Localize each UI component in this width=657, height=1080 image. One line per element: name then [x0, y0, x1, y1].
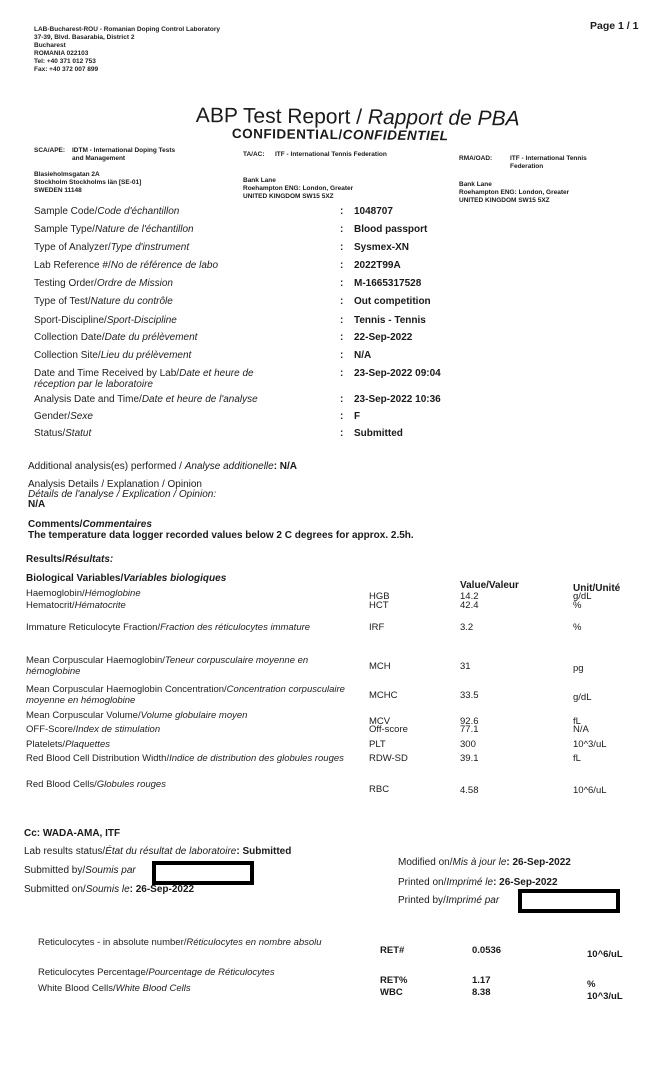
result-value: 33.5: [460, 690, 479, 701]
result-name-en: Mean Corpuscular Volume/: [26, 710, 141, 721]
info-value: Tennis - Tennis: [354, 315, 426, 326]
info-value: Sysmex-XN: [354, 242, 410, 253]
result-name-en: Hematocrit/: [26, 600, 75, 611]
result-name-fr: Hémoglobine: [84, 588, 141, 599]
reticulocyte-abbr: WBC: [380, 987, 403, 998]
redaction-box-submitter: [152, 861, 254, 885]
additional-label-en: Additional analysis(es) performed /: [28, 461, 185, 472]
printed-by-label-en: Printed by/: [398, 895, 446, 906]
submitted-on: [24, 884, 194, 895]
lab-name: LAB-Bucharest-ROU - Romanian Doping Control Laboratory: [34, 26, 220, 33]
result-value: 42.4: [460, 600, 479, 611]
result-abbr: RBC: [369, 784, 390, 795]
result-abbr: MCH: [369, 661, 391, 672]
result-abbr: PLT: [369, 739, 386, 750]
title-en: ABP Test Report /: [195, 104, 368, 129]
reticulocyte-value: 8.38: [472, 987, 491, 998]
result-value: 92.6: [460, 716, 479, 727]
info-label-fr: Lieu du prélèvement: [100, 350, 192, 361]
result-abbr: MCHC: [369, 690, 398, 701]
reticulocyte-unit: %: [587, 979, 596, 990]
reticulocyte-name-fr: Pourcentage de Réticulocytes: [148, 967, 275, 978]
bio-label-en: Biological Variables/: [26, 573, 124, 584]
submitted-on-label-fr: Soumis le: [85, 884, 130, 895]
info-label-en: Gender/: [34, 411, 71, 422]
result-abbr: HGB: [369, 591, 390, 602]
bio-label-fr: Variables biologiques: [123, 573, 227, 584]
confidential-fr: CONFIDENTIEL: [342, 127, 449, 144]
result-name: [26, 601, 356, 612]
result-name-en: OFF-Score/: [26, 724, 76, 735]
value-column-header: Value/Valeur: [460, 580, 519, 591]
result-value: 300: [460, 739, 476, 750]
reticulocyte-unit: 10^6/uL: [587, 949, 623, 960]
sca-address-line2: Stockholm Stockholms län [SE-01]: [34, 179, 142, 186]
info-label: [34, 411, 294, 422]
info-label: [34, 296, 294, 307]
info-label: [34, 394, 294, 405]
info-colon: :: [340, 224, 344, 235]
sca-address: [34, 171, 141, 195]
results-label-en: Results/: [26, 554, 65, 565]
ta-address-line2: Roehampton ENG: London, Greater: [243, 185, 354, 192]
result-unit: %: [573, 600, 582, 611]
info-label: [34, 224, 294, 235]
info-colon: :: [340, 296, 344, 307]
sca-address-line1: Blasieholmsgatan 2A: [34, 171, 100, 178]
lab-header: [34, 26, 220, 74]
result-name-fr: Fraction des réticulocytes immature: [160, 622, 311, 633]
result-name: [26, 754, 356, 765]
result-name: [26, 725, 356, 736]
printed-on: [398, 877, 558, 888]
result-name-fr: Plaquettes: [65, 739, 110, 750]
result-unit: g/dL: [573, 591, 592, 602]
reticulocyte-unit: 10^3/uL: [587, 991, 623, 1002]
info-label-en: Collection Date/: [34, 332, 105, 343]
info-label-fr: Nature du contrôle: [90, 296, 173, 307]
info-label: [34, 278, 294, 289]
info-label: [34, 332, 294, 343]
info-label: [34, 428, 294, 439]
result-abbr: HCT: [369, 600, 389, 611]
ta-label: TA/AC:: [243, 151, 265, 158]
bio-variables-label: [26, 573, 226, 584]
comments-label: [28, 519, 152, 530]
info-colon: :: [340, 428, 344, 439]
modified-label-fr: Mis à jour le: [452, 857, 507, 868]
result-unit: 10^6/uL: [573, 785, 607, 796]
info-label: [34, 206, 294, 217]
additional-value: : N/A: [273, 461, 298, 472]
info-label-fr: Date et heure de réception par le laboratoire: [34, 368, 254, 390]
info-label-fr: No de référence de labo: [110, 260, 219, 271]
cc-line: Cc: WADA-AMA, ITF: [24, 828, 121, 839]
printed-on-label-en: Printed on/: [398, 877, 447, 888]
ta-address: [243, 177, 353, 201]
reticulocyte-name: [38, 938, 358, 949]
info-label-en: Analysis Date and Time/: [34, 394, 142, 405]
result-name-fr: Volume globulaire moyen: [140, 710, 248, 721]
title-fr: Rapport de PBA: [367, 105, 520, 131]
printed-on-value: : 26-Sep-2022: [493, 877, 558, 888]
info-value: N/A: [354, 350, 372, 361]
rma-address-line2: Roehampton ENG: London, Greater: [459, 189, 570, 196]
reticulocyte-name-fr: Réticulocytes en nombre absolu: [186, 937, 322, 948]
info-colon: :: [340, 368, 344, 379]
result-name-en: Platelets/: [26, 739, 66, 750]
result-unit: fL: [573, 716, 581, 727]
info-value: Out competition: [354, 296, 431, 307]
submitted-on-value: : 26-Sep-2022: [129, 884, 195, 895]
submitted-by-label-en: Submitted by/: [24, 865, 86, 876]
analysis-details-value: N/A: [28, 499, 46, 510]
info-colon: :: [340, 260, 344, 271]
info-label: [34, 260, 294, 271]
sca-name-line2: and Management: [72, 155, 126, 162]
lab-city: Bucharest: [34, 42, 66, 49]
info-value: 1048707: [354, 206, 393, 217]
printed-by: [398, 895, 499, 906]
result-name-en: Mean Corpuscular Haemoglobin/: [26, 655, 165, 666]
info-value: 23-Sep-2022 10:36: [354, 394, 441, 405]
ta-address-line1: Bank Lane: [243, 177, 276, 184]
info-colon: :: [340, 394, 344, 405]
result-abbr: IRF: [369, 622, 385, 633]
reticulocyte-name: [38, 984, 358, 995]
info-value: 23-Sep-2022 09:04: [354, 368, 441, 379]
result-name: [26, 623, 356, 634]
rma-address-line3: UNITED KINGDOM SW15 5XZ: [459, 197, 550, 204]
result-value: 39.1: [460, 753, 479, 764]
info-label-en: Sample Type/: [34, 224, 95, 235]
result-name: [26, 740, 356, 751]
reticulocyte-value: 0.0536: [472, 945, 502, 956]
result-unit: pg: [573, 663, 584, 674]
result-unit: N/A: [573, 724, 589, 735]
reticulocyte-name-en: Reticulocytes - in absolute number/: [38, 937, 187, 948]
reticulocyte-abbr: RET%: [380, 975, 408, 986]
info-value: 2022T99A: [354, 260, 401, 271]
result-unit: fL: [573, 753, 581, 764]
info-label-en: Type of Analyzer/: [34, 242, 111, 253]
analysis-details-en: Analysis Details / Explanation / Opinion: [28, 479, 202, 490]
result-name-en: Red Blood Cell Distribution Width/: [26, 753, 170, 764]
reticulocyte-name-en: White Blood Cells/: [38, 983, 116, 994]
lab-status: [24, 846, 291, 857]
page-number: Page 1 / 1: [590, 20, 639, 32]
info-label-fr: Sexe: [70, 411, 93, 422]
lab-status-value: : Submitted: [236, 846, 292, 857]
info-label-fr: Nature de l'échantillon: [94, 224, 194, 235]
sca-name-line1: IDTM - International Doping Tests: [72, 147, 176, 154]
rma-address: [459, 181, 569, 205]
info-label-fr: Type d'instrument: [110, 242, 190, 253]
result-unit: %: [573, 622, 582, 633]
rma-address-line1: Bank Lane: [459, 181, 492, 188]
info-label: [34, 242, 294, 253]
info-label-fr: Sport-Discipline: [106, 315, 177, 326]
info-label-en: Sport-Discipline/: [34, 315, 107, 326]
results-label: [26, 554, 113, 565]
info-label-en: Lab Reference #/: [34, 260, 111, 271]
rma-label: RMA/OAD:: [459, 155, 493, 162]
confidential-en: CONFIDENTIAL/: [231, 126, 343, 143]
unit-column-header: Unit/Unité: [573, 583, 621, 594]
lab-status-label-fr: État du résultat de laboratoire: [105, 846, 237, 857]
info-label: [34, 315, 294, 326]
modified-value: : 26-Sep-2022: [506, 857, 571, 868]
reticulocyte-name-en: Reticulocytes Percentage/: [38, 967, 149, 978]
lab-country: ROMANIA 022103: [34, 50, 89, 57]
result-name-fr: Hématocrite: [74, 600, 126, 611]
result-value: 77.1: [460, 724, 479, 735]
result-value: 31: [460, 661, 471, 672]
result-abbr: MCV: [369, 716, 391, 727]
lab-status-label-en: Lab results status/: [24, 846, 106, 857]
confidential-label: [232, 126, 449, 143]
info-value: Submitted: [354, 428, 403, 439]
result-name: [26, 711, 356, 722]
ta-address-line3: UNITED KINGDOM SW15 5XZ: [243, 193, 334, 200]
info-colon: :: [340, 332, 344, 343]
result-name-fr: Globules rouges: [96, 779, 166, 790]
info-label-en: Sample Code/: [34, 206, 98, 217]
result-name-fr: Index de stimulation: [75, 724, 161, 735]
sca-label: SCA/APE:: [34, 147, 66, 154]
info-colon: :: [340, 411, 344, 422]
info-value: F: [354, 411, 361, 422]
info-label-en: Collection Site/: [34, 350, 101, 361]
additional-label-fr: Analyse additionelle: [184, 461, 274, 472]
info-value: Blood passport: [354, 224, 428, 235]
info-colon: :: [340, 242, 344, 253]
result-name-en: Red Blood Cells/: [26, 779, 97, 790]
reticulocyte-value: 1.17: [472, 975, 491, 986]
results-label-fr: Résultats:: [64, 554, 114, 565]
printed-on-label-fr: Imprimé le: [446, 877, 494, 888]
info-colon: :: [340, 278, 344, 289]
result-name-fr: Indice de distribution des globules rouges: [169, 753, 344, 764]
ta-name: ITF - International Tennis Federation: [275, 151, 387, 158]
rma-name: [510, 155, 587, 171]
result-name-fr: Concentration corpusculaire moyenne en hémoglobine: [26, 684, 345, 706]
reticulocyte-name: [38, 968, 358, 979]
comments-text: The temperature data logger recorded values below 2 C degrees for approx. 2.5h.: [28, 530, 414, 541]
result-name-en: Immature Reticulocyte Fraction/: [26, 622, 161, 633]
modified-on: [398, 857, 571, 868]
info-value: M-1665317528: [354, 278, 422, 289]
result-name: [26, 780, 356, 791]
result-name-en: Mean Corpuscular Haemoglobin Concentration/: [26, 684, 227, 695]
result-name-en: Haemoglobin/: [26, 588, 85, 599]
submitted-by-label-fr: Soumis par: [85, 865, 136, 876]
result-name-fr: Teneur corpusculaire moyenne en hémoglobine: [26, 655, 309, 677]
info-colon: :: [340, 350, 344, 361]
result-name: [26, 656, 356, 677]
analysis-details-fr: Détails de l'analyse / Explication / Opinion:: [28, 489, 217, 500]
printed-by-label-fr: Imprimé par: [445, 895, 500, 906]
reticulocyte-name-fr: White Blood Cells: [115, 983, 191, 994]
result-name: [26, 589, 356, 600]
comments-label-en: Comments/: [28, 519, 83, 530]
modified-label-en: Modified on/: [398, 857, 453, 868]
result-value: 3.2: [460, 622, 474, 633]
info-label-en: Status/: [34, 428, 66, 439]
result-unit: g/dL: [573, 692, 592, 703]
lab-fax: Fax: +40 372 007 899: [34, 66, 99, 73]
reticulocyte-abbr: RET#: [380, 945, 405, 956]
comments-label-fr: Commentaires: [82, 519, 152, 530]
redaction-box-printer: [518, 889, 620, 913]
info-label-fr: Date et heure de l'analyse: [141, 394, 258, 405]
submitted-by: [24, 865, 136, 876]
info-colon: :: [340, 315, 344, 326]
additional-analysis: [28, 461, 297, 472]
info-label-en: Type of Test/: [34, 296, 91, 307]
result-name: [26, 685, 356, 706]
sca-block: [34, 147, 65, 155]
info-label-fr: Code d'échantillon: [97, 206, 180, 217]
result-abbr: Off-score: [369, 724, 408, 735]
info-label-fr: Date du prélèvement: [104, 332, 198, 343]
info-colon: :: [340, 206, 344, 217]
result-abbr: RDW-SD: [369, 753, 408, 764]
submitted-on-label-en: Submitted on/: [24, 884, 86, 895]
info-label-en: Date and Time Received by Lab/: [34, 368, 180, 379]
lab-address: 37-39, Blvd. Basarabia, District 2: [34, 34, 135, 41]
sca-address-line3: SWEDEN 11148: [34, 187, 82, 194]
result-unit: 10^3/uL: [573, 739, 607, 750]
result-value: 4.58: [460, 785, 479, 796]
info-label: [34, 350, 294, 361]
info-label-fr: Ordre de Mission: [96, 278, 173, 289]
info-label: [34, 368, 294, 390]
sca-name: [72, 147, 175, 163]
lab-tel: Tel: +40 371 012 753: [34, 58, 96, 65]
result-value: 14.2: [460, 591, 479, 602]
info-label-en: Testing Order/: [34, 278, 97, 289]
rma-name-line2: Federation: [510, 163, 544, 170]
rma-name-line1: ITF - International Tennis: [510, 155, 587, 162]
info-value: 22-Sep-2022: [354, 332, 413, 343]
info-label-fr: Statut: [65, 428, 92, 439]
